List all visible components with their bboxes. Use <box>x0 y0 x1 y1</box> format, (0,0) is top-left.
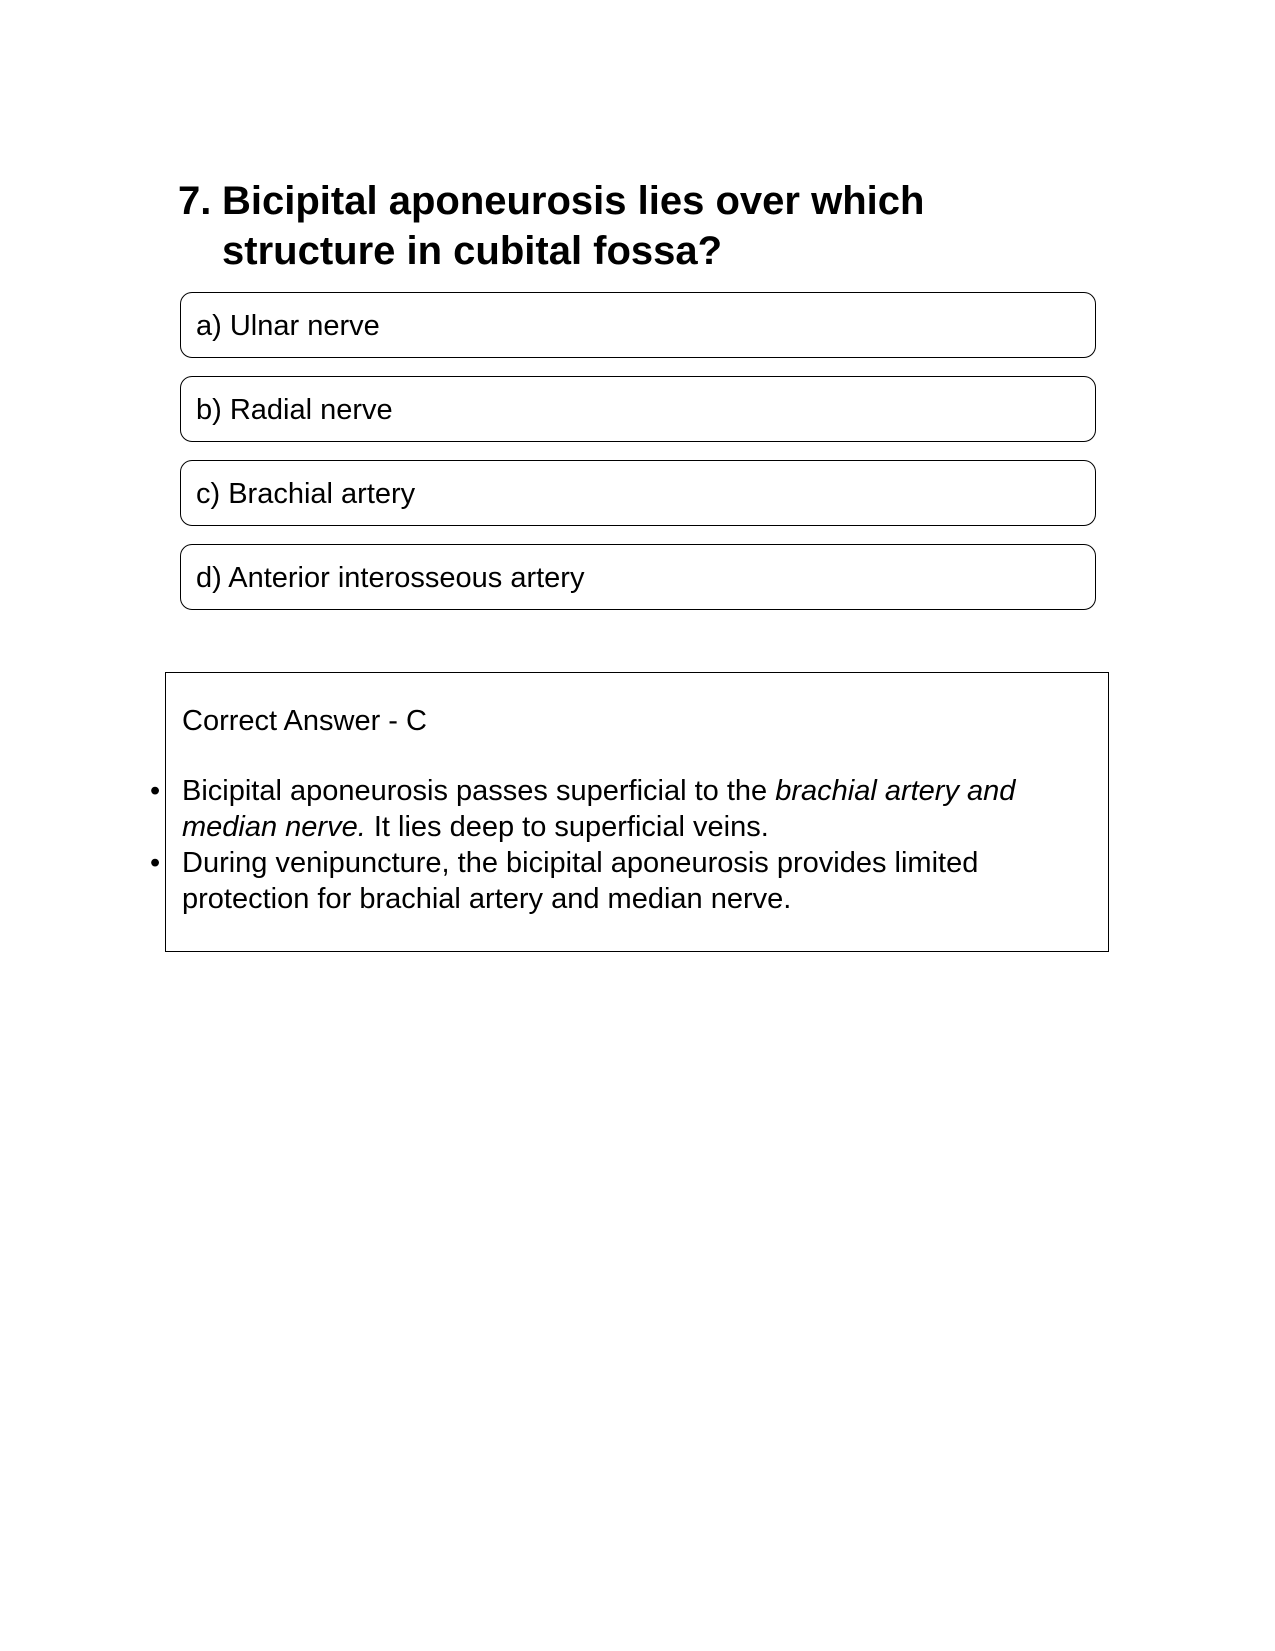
bullet-1-text-plain: Bicipital aponeurosis passes superficial to the <box>182 775 776 807</box>
question-number: 7. <box>178 179 212 223</box>
bullet-1-line-1 <box>182 775 1015 807</box>
question-text <box>222 176 998 276</box>
answer-explanation-box <box>150 672 1109 952</box>
bullet-1-text-italic: brachial artery and <box>775 775 1016 807</box>
question-text-line-1: Bicipital aponeurosis lies over which <box>222 179 925 223</box>
option-d-label: d) Anterior interosseous artery <box>196 562 585 594</box>
bullet-1-text-italic-2: median nerve. <box>182 811 366 843</box>
option-a-label: a) Ulnar nerve <box>196 310 380 342</box>
question-heading <box>178 176 998 276</box>
option-a[interactable] <box>180 292 1096 358</box>
question-text-line-2: structure in cubital fossa? <box>222 229 723 273</box>
bullet-icon: • <box>150 775 161 807</box>
bullet-1-text-plain-2: It lies deep to superficial veins. <box>365 811 769 843</box>
explanation-bullet-list <box>150 773 1082 917</box>
option-d[interactable] <box>180 544 1096 610</box>
option-c[interactable] <box>180 460 1096 526</box>
option-b-label: b) Radial nerve <box>196 394 393 426</box>
option-b[interactable] <box>180 376 1096 442</box>
option-c-label: c) Brachial artery <box>196 478 416 510</box>
bullet-2-line-2: protection for brachial artery and median nerve. <box>182 883 792 915</box>
bullet-icon: • <box>150 847 161 879</box>
explanation-bullet-2 <box>150 845 1082 917</box>
explanation-bullet-1 <box>150 773 1082 845</box>
bullet-1-line-2 <box>182 811 769 843</box>
bullet-2-line-1: During venipuncture, the bicipital aponeurosis provides limited <box>182 847 979 879</box>
correct-answer-label: Correct Answer - C <box>182 705 427 737</box>
